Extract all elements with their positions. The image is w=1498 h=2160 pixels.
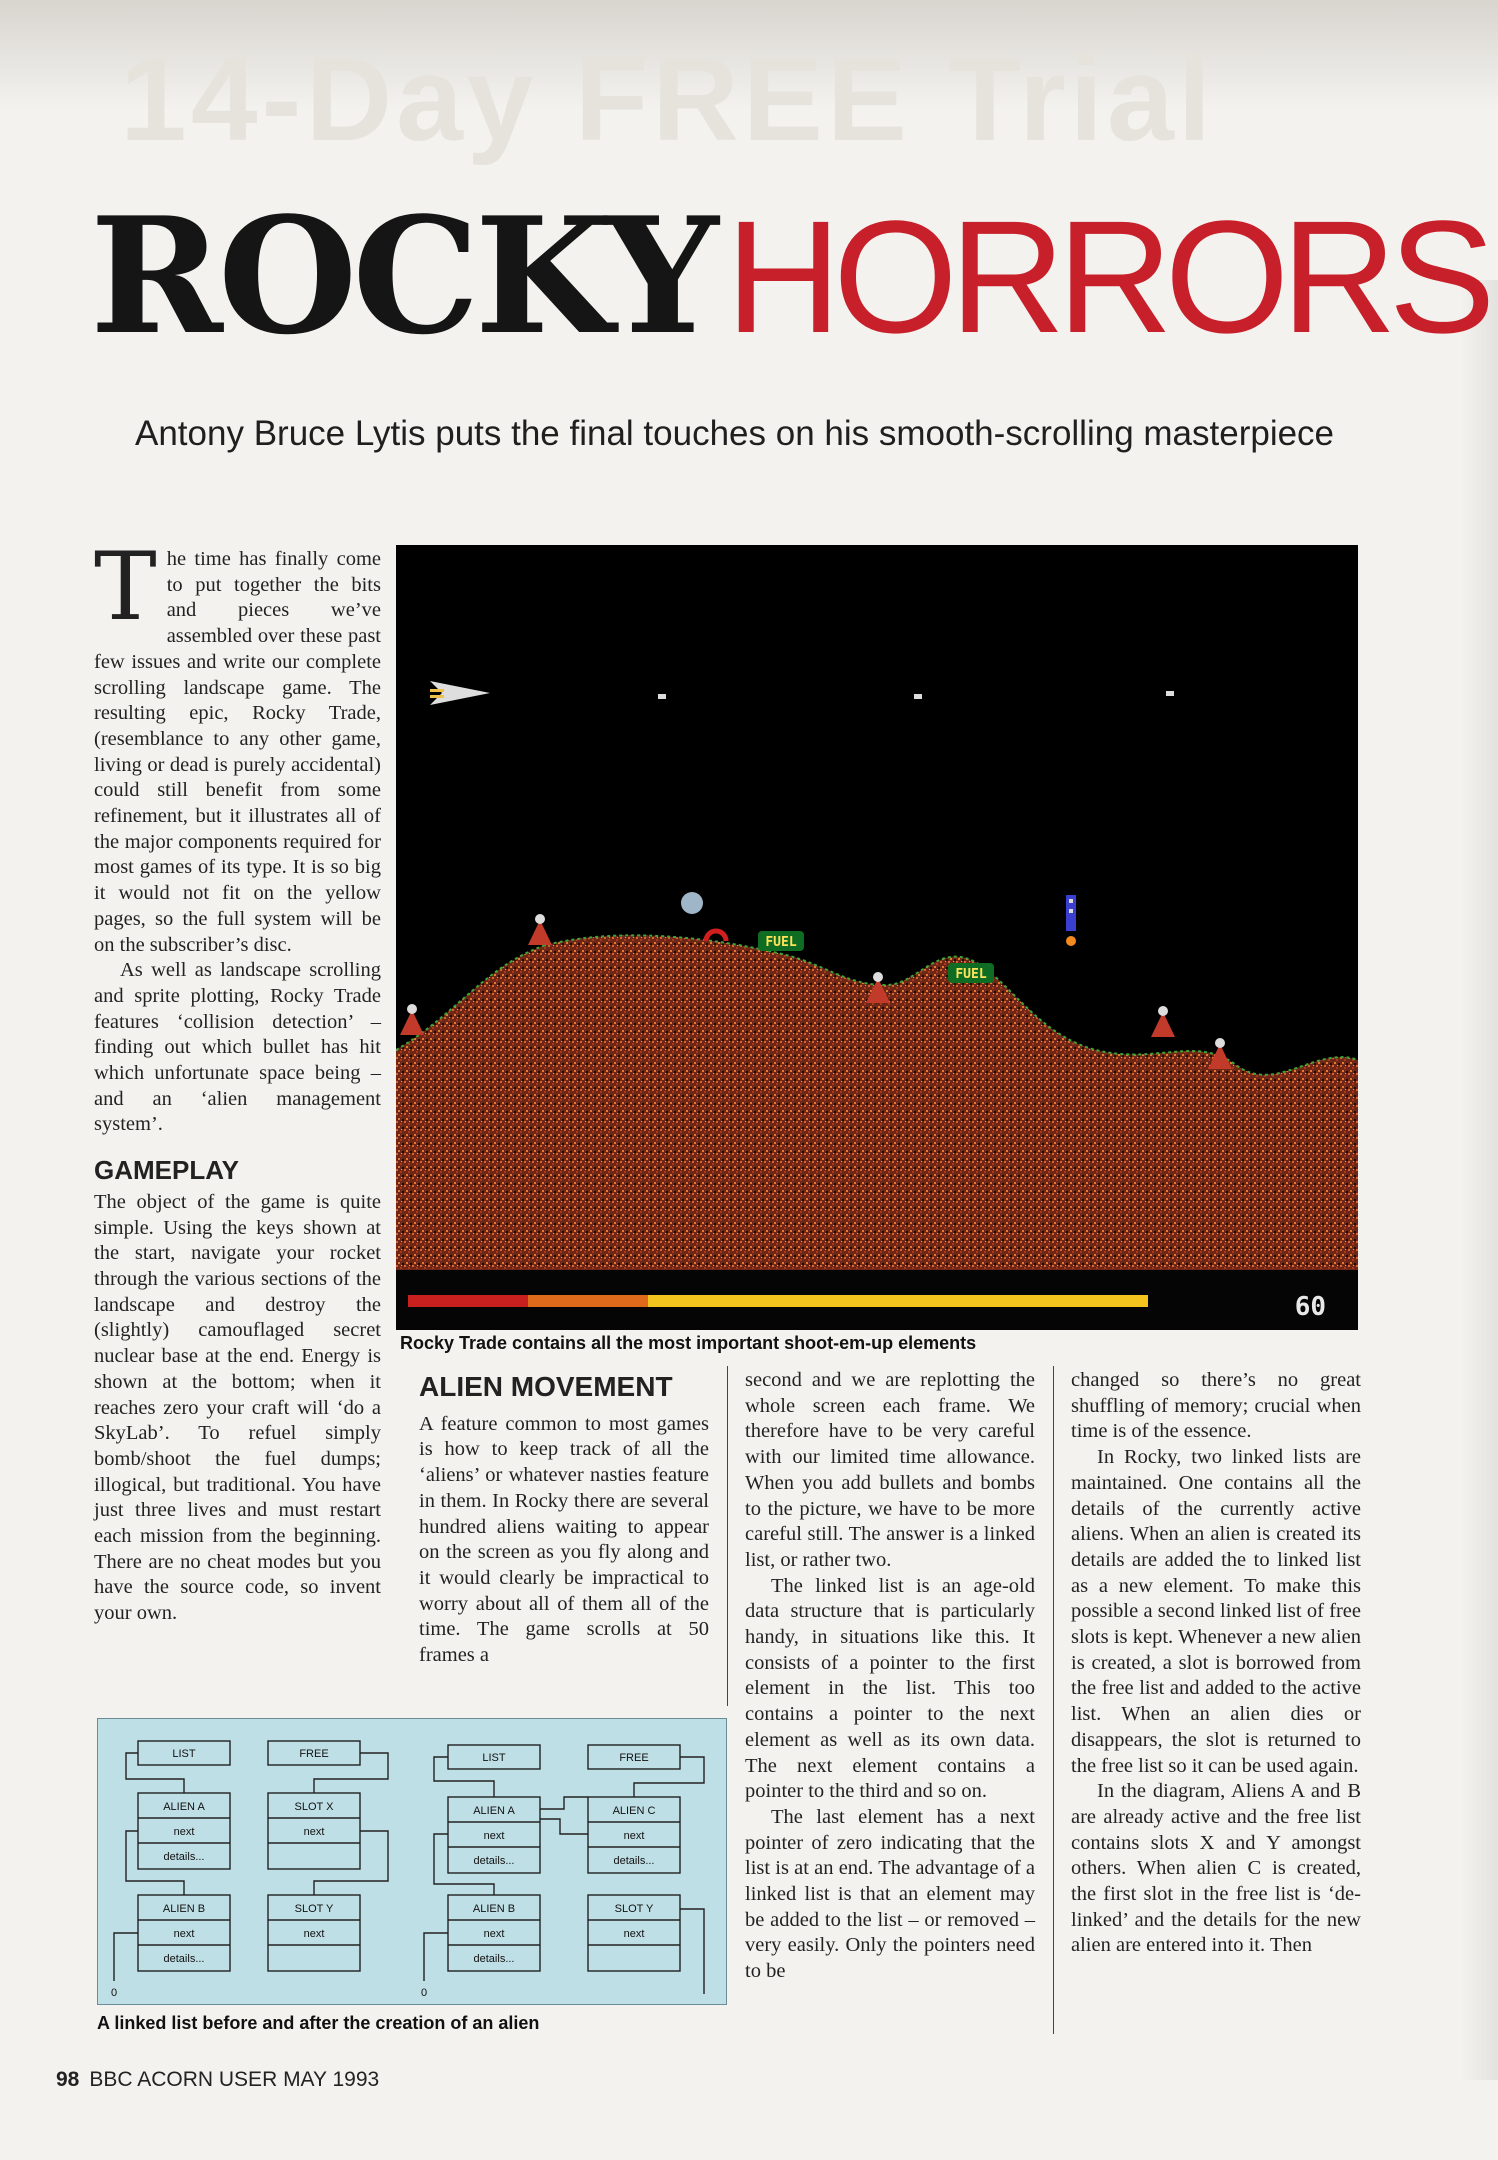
article-title xyxy=(90,182,1488,370)
diagram-caption: A linked list before and after the creation of an alien xyxy=(97,2013,540,2033)
diagram-label-next: next xyxy=(173,1928,195,1940)
linked-list-diagram xyxy=(97,1718,727,2005)
fuel-label: FUEL xyxy=(765,935,797,950)
intro-paragraph-1: The time has finally come to put together the bits and pieces we’ve assembled over these past few issues and write our complete scrolling landscape game. The resulting epic, Rocky Trade, (resemblance to any other game, living or dead is purely accidental) could still benefit from some refinement, but it illustrates all of the major components required for most games of its type. It is so big it would not fit on the yellow pages, so the full system will be on the subscriber’s disc. xyxy=(94,533,381,956)
diagram-label-slot-x: SLOT X xyxy=(294,1801,334,1813)
energy-bar xyxy=(408,1295,1148,1307)
diagram-label-slot-y: SLOT Y xyxy=(294,1903,334,1915)
diagram-label-details: details... xyxy=(473,1855,515,1867)
diagram-label-details: details... xyxy=(473,1953,515,1965)
standfirst: Antony Bruce Lytis puts the final touches on his smooth-scrolling masterpiece xyxy=(135,414,1335,453)
col3-paragraph-3: The last element has a next pointer of zero indicating that the list is at an end. The advantage of a linked list is that an element may be added to the list – or removed – very easily. Only the pointers need to be xyxy=(745,1805,1035,1983)
missile-icon xyxy=(1066,895,1076,946)
page-edge-shadow xyxy=(1460,280,1498,2080)
alien-movement-heading: ALIEN MOVEMENT xyxy=(419,1371,673,1402)
col4-paragraph-2: In Rocky, two linked lists are maintained. One contains all the details of the currently active aliens. When an alien is created its details are added the to linked list as a new element. To make this possible a second linked list of free slots is kept. Whenever a new alien is created, a slot is borrowed from the free list and added to the active list. When an alien dies or disappears, the slot is returned to the free list so it can be used again. xyxy=(1071,1446,1361,1777)
diagram-label-next: next xyxy=(173,1826,195,1838)
title-word-horrors: HORRORS xyxy=(725,187,1488,366)
column-rule xyxy=(1053,1366,1054,2034)
column-rocky-lists xyxy=(1071,1368,1361,1959)
linked-list-svg xyxy=(98,1719,726,2004)
diagram-label-details: details... xyxy=(613,1855,655,1867)
diagram-label-free: FREE xyxy=(619,1752,649,1764)
previous-page-bleed: 14-Day FREE Trial xyxy=(0,0,1498,110)
screenshot-caption: Rocky Trade contains all the most important shoot-em-up elements xyxy=(400,1333,977,1353)
title-word-rocky: ROCKY xyxy=(90,182,714,370)
diagram-label-alien-b: ALIEN B xyxy=(472,1903,516,1915)
score-readout: 60 xyxy=(1294,1292,1326,1322)
fuel-dump-icon xyxy=(948,963,994,983)
col4-paragraph-1: changed so there’s no great shuffling of memory; crucial when time is of the essence. xyxy=(1071,1369,1361,1443)
page-footer xyxy=(56,2068,379,2092)
diagram-label-next: next xyxy=(303,1826,325,1838)
diagram-label-list: LIST xyxy=(482,1752,506,1764)
diagram-label-alien-a: ALIEN A xyxy=(163,1801,205,1813)
publication-line: BBC ACORN USER MAY 1993 xyxy=(89,2068,380,2091)
alien-movement-text: A feature common to most games is how to keep track of all the ‘aliens’ or whatever nasties feature in them. In Rocky there are several hundred aliens waiting to appear on the screen as you fly along and it would clearly be impractical to worry about all of them all of the time. The game scrolls at 50 frames a xyxy=(419,1412,709,1667)
col3-paragraph-1: second and we are replotting the whole screen each frame. We therefore have to be very careful with our limited time allowance. When you add bullets and bombs to the picture, we have to be more careful still. The answer is a linked list, or rather two. xyxy=(745,1369,1035,1571)
diagram-label-alien-c: ALIEN C xyxy=(612,1805,656,1817)
diagram-label-slot-y: SLOT Y xyxy=(614,1903,654,1915)
diagram-label-next: next xyxy=(483,1830,505,1842)
diagram-label-next: next xyxy=(483,1928,505,1940)
column-rule xyxy=(727,1366,728,1706)
game-screenshot xyxy=(396,545,1358,1330)
diagram-label-zero: 0 xyxy=(110,1987,118,1999)
diagram-label-alien-b: ALIEN B xyxy=(162,1903,206,1915)
diagram-label-next: next xyxy=(623,1830,645,1842)
page-number: 98 xyxy=(56,2068,80,2091)
diagram-label-details: details... xyxy=(163,1851,205,1863)
drop-cap: T xyxy=(94,533,157,642)
diagram-label-list: LIST xyxy=(172,1748,196,1760)
gameplay-text: The object of the game is quite simple. Using the keys shown at the start, navigate your rocket through the various sections of the landscape and destroy the (slightly) camouflaged secret nuclear base at the end. Energy is shown at the bottom; when it reaches zero your craft will ‘do a SkyLab’. To refuel simply bomb/shoot the fuel dumps; illogical, but traditional. You have just three lives and must restart each mission from the beginning. There are no cheat modes but you have the source code, so invent your own. xyxy=(94,1190,381,1625)
column-linked-list xyxy=(745,1368,1035,1985)
fuel-dump-icon xyxy=(758,931,804,951)
diagram-label-next: next xyxy=(303,1928,325,1940)
intro-paragraph-2: As well as landscape scrolling and sprite plotting, Rocky Trade features ‘collision detection’ – finding out which bullet has hit which unfortunate space being – and an ‘alien management system’. xyxy=(94,959,381,1136)
orb-icon xyxy=(681,892,703,914)
diagram-label-alien-a: ALIEN A xyxy=(473,1805,515,1817)
col4-paragraph-3: In the diagram, Aliens A and B are already active and the free list contains slots X and Y amongst others. When alien C is created, the first slot in the free list is ‘de-linked’ and the details for the new alien are entered into it. Then xyxy=(1071,1780,1361,1957)
diagram-label-details: details... xyxy=(163,1953,205,1965)
gameplay-heading: GAMEPLAY xyxy=(94,1155,239,1186)
diagram-label-zero: 0 xyxy=(420,1987,428,1999)
fuel-label: FUEL xyxy=(955,967,987,982)
column-alien-movement xyxy=(419,1368,709,1669)
diagram-label-next: next xyxy=(623,1928,645,1940)
game-screen-svg xyxy=(396,545,1358,1330)
column-intro xyxy=(94,533,381,1627)
col3-paragraph-2: The linked list is an age-old data structure that is particularly handy, in situations like this. It consists of a pointer to the first element in the list. This too contains a pointer to the next element as well as its own data. The next element contains a pointer to the third and so on. xyxy=(745,1574,1035,1803)
diagram-label-free: FREE xyxy=(299,1748,329,1760)
